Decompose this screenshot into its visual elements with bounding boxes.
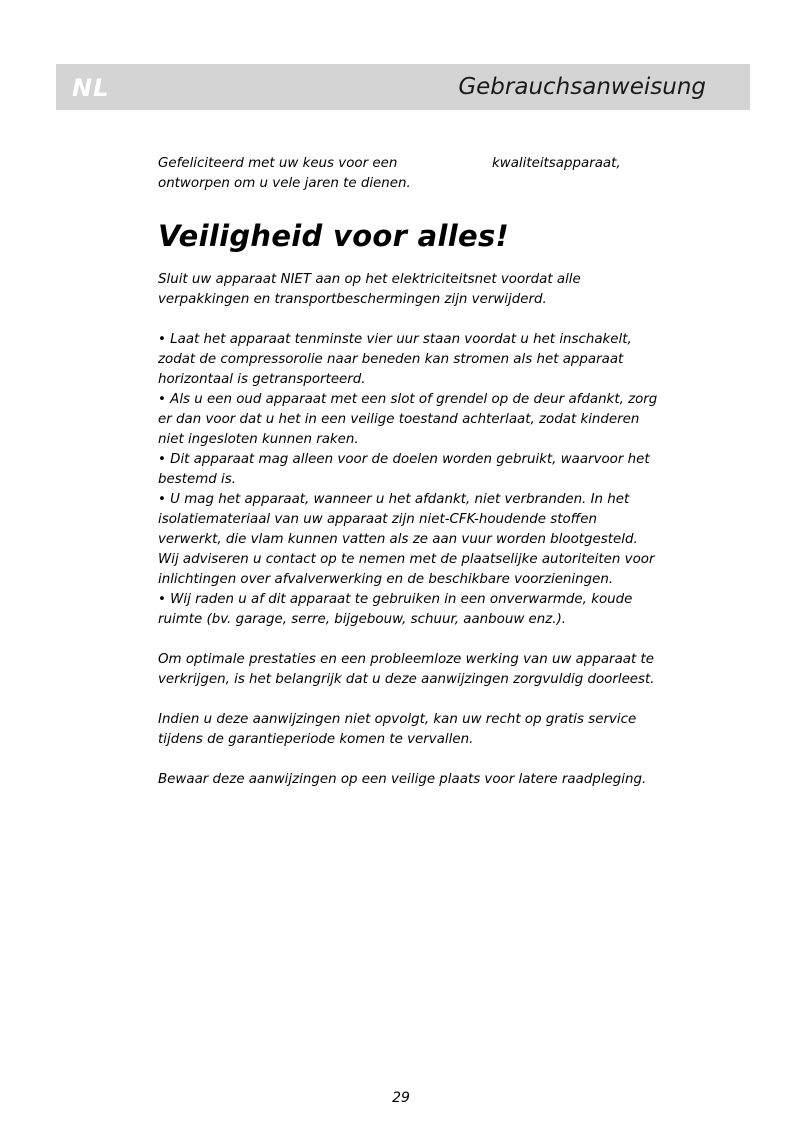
bullet-item: • U mag het apparaat, wanneer u het afdankt, niet verbranden. In het isolatiemateriaal van uw apparaat zijn niet-CFK-houdende stoffen verwerkt, die vlam kunnen vatten als ze aan vuur worden blootgesteld. Wij adviseren u contact op te nemen met de plaatselijke autoriteiten voor inlichtingen over afvalverwerking en de beschikbare voorzieningen.: [158, 492, 655, 587]
bullet-item: • Wij raden u af dit apparaat te gebruiken in een onverwarmde, koude ruimte (bv. garage, serre, bijgebouw, schuur, aanbouw enz.).: [158, 592, 633, 627]
section-heading: Veiligheid voor alles!: [158, 219, 510, 253]
bullet-item: • Laat het apparaat tenminste vier uur staan voordat u het inschakelt, zodat de compressorolie naar beneden kan stromen als het apparaat horizontaal is getransporteerd.: [158, 332, 632, 387]
page-number: 29: [392, 1090, 410, 1106]
body-paragraph: Bewaar deze aanwijzingen op een veilige plaats voor latere raadpleging.: [158, 772, 647, 787]
intro-part-2: kwaliteitsapparaat,: [492, 156, 621, 171]
page-content: [158, 154, 658, 790]
intro-part-1: Gefeliciteerd met uw keus voor een: [158, 156, 398, 171]
bullet-item: • Als u een oud apparaat met een slot of grendel op de deur afdankt, zorg er dan voor dat u het in een veilige toestand achterlaat, zodat kinderen niet ingesloten kunnen raken.: [158, 392, 658, 447]
document-title: Gebrauchsanweisung: [458, 74, 706, 100]
language-code: NL: [72, 74, 110, 102]
body-paragraph: Indien u deze aanwijzingen niet opvolgt, kan uw recht op gratis service tijdens de garantieperiode komen te vervallen.: [158, 712, 637, 747]
warning-paragraph: Sluit uw apparaat NIET aan op het elektriciteitsnet voordat alle verpakkingen en transportbeschermingen zijn verwijderd.: [158, 272, 581, 307]
body-paragraph: Om optimale prestaties en een probleemloze werking van uw apparaat te verkrijgen, is het belangrijk dat u deze aanwijzingen zorgvuldig doorleest.: [158, 652, 655, 687]
intro-text: [158, 154, 658, 194]
bullet-item: • Dit apparaat mag alleen voor de doelen worden gebruikt, waarvoor het bestemd is.: [158, 452, 650, 487]
intro-line-2: ontworpen om u vele jaren te dienen.: [158, 176, 411, 191]
header-bar: [56, 64, 750, 110]
